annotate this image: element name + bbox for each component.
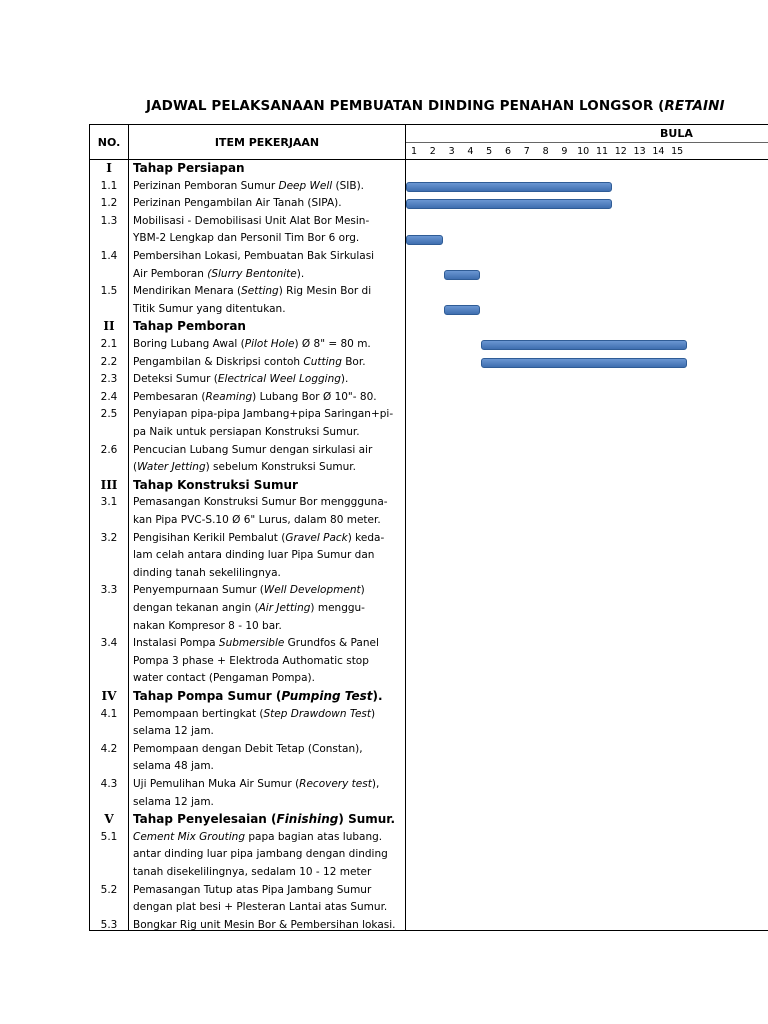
row-number: I [106,161,112,175]
row-number: 1.5 [100,285,118,298]
table-top-border [89,124,768,125]
task-row [90,283,406,318]
row-number: 5.1 [100,830,118,843]
task-row [90,178,406,196]
row-number: 2.4 [100,390,118,403]
row-number: 3.2 [100,531,118,544]
row-number: 3.3 [100,584,118,597]
header-no: NO. [97,136,121,149]
task-row [90,829,406,882]
page-title [146,98,725,114]
header-item: ITEM PEKERJAAN [214,136,320,149]
task-row [90,354,406,372]
stage-row [90,160,406,178]
row-description: Pemompaan bertingkat (Step Drawdown Test) selama 12 jam. [133,707,376,738]
gantt-bar [481,340,687,350]
gantt-bar [444,305,481,315]
day-number: 10 [577,146,590,157]
row-description: Boring Lubang Awal (Pilot Hole) Ø 8" = 80 m. [133,338,371,350]
day-number: 15 [671,146,684,157]
row-description: Pencucian Lubang Sumur dengan sirkulasi air (Water Jetting) sebelum Konstruksi Sumur. [133,443,373,474]
row-number: 4.1 [100,707,118,720]
row-description: Perizinan Pemboran Sumur Deep Well (SIB). [133,179,365,192]
gantt-bar [406,235,443,245]
row-number: 5.3 [100,918,118,931]
row-number: 1.4 [100,250,118,262]
day-number: 6 [504,146,512,157]
day-number: 2 [429,146,436,157]
day-number: 11 [595,146,609,157]
row-description: Tahap Penyelesaian (Finishing) Sumur. [133,812,396,827]
row-description: Uji Pemulihan Muka Air Sumur (Recovery test), selama 12 jam. [133,778,380,808]
day-number: 3 [448,146,455,157]
task-row [90,530,406,583]
task-row [90,494,406,529]
row-number: 2.5 [100,408,118,421]
row-number: 2.6 [100,443,118,456]
row-number: III [100,477,118,492]
day-number: 1 [410,146,418,157]
stage-row [90,811,406,829]
day-number: 9 [561,146,568,157]
day-number: 12 [614,146,627,157]
header-bulan: BULA [660,127,693,140]
row-description: Mendirikan Menara (Setting) Rig Mesin Bor di Titik Sumur yang ditentukan. [133,285,372,315]
row-description: Tahap Persiapan [133,161,245,175]
day-number: 5 [486,146,493,157]
task-row [90,706,406,741]
row-description: Pembersihan Lokasi, Pembuatan Bak Sirkulasi Air Pemboran (Slurry Bentonite). [133,250,375,280]
row-description: Mobilisasi - Demobilisasi Unit Alat Bor Mesin- YBM-2 Lengkap dan Personil Tim Bor 6 org. [133,214,370,245]
row-description: Pengambilan & Diskripsi contoh Cutting Bor. [133,355,366,368]
stage-row [90,688,406,706]
gantt-bar [406,199,612,209]
task-row [90,882,406,917]
row-number: 3.1 [100,496,118,509]
row-description: Pembesaran (Reaming) Lubang Bor Ø 10"- 80. [133,390,377,403]
task-row [90,917,406,935]
task-row [90,213,406,248]
row-description: Penyiapan pipa-pipa Jambang+pipa Saringan+pi- pa Naik untuk persiapan Konstruksi Sumur. [133,408,394,438]
task-row [90,195,406,213]
gantt-bar [444,270,481,280]
task-row [90,389,406,407]
task-row [90,406,406,441]
title-prefix: JADWAL PELAKSANAAN PEMBUATAN DINDING PENAHAN LONGSOR ( [146,98,665,114]
gantt-bar [406,182,612,192]
row-number: 1.2 [100,197,118,210]
row-number: 2.3 [100,373,118,386]
stage-row [90,477,406,495]
row-description: Pemasangan Tutup atas Pipa Jambang Sumur dengan plat besi + Plesteran Lantai atas Sumur. [133,883,388,914]
gantt-bar [481,358,687,368]
row-number: II [103,319,115,334]
row-number: 5.2 [100,883,118,896]
row-description: Tahap Pompa Sumur (Pumping Test). [133,689,383,703]
task-row [90,248,406,283]
task-row [90,582,406,635]
day-number: 4 [467,146,474,157]
row-number: IV [101,689,117,703]
row-description: Deteksi Sumur (Electrical Weel Logging). [133,373,349,386]
row-description: Pengisihan Kerikil Pembalut (Gravel Pack) keda- lam celah antara dinding luar Pipa Sumur dan dinding tanah sekelilingnya. [133,531,385,579]
task-row [90,336,406,354]
month-divider [406,142,768,143]
row-description: Cement Mix Grouting papa bagian atas lubang. antar dinding luar pipa jambang dengan dinding tanah disekelilingnya, sedalam 10 - 12 meter [133,830,388,878]
row-description: Perizinan Pengambilan Air Tanah (SIPA). [133,197,342,210]
row-number: 4.2 [100,742,118,755]
task-row [90,635,406,688]
row-description: Pemompaan dengan Debit Tetap (Constan), selama 48 jam. [133,742,363,773]
row-number: 2.2 [100,355,118,368]
row-number: 4.3 [100,778,118,790]
row-number: 3.4 [100,637,118,650]
row-description: Pemasangan Konstruksi Sumur Bor menggguna- kan Pipa PVC-S.10 Ø 6" Lurus, dalam 80 meter. [133,496,388,526]
day-number: 8 [542,146,549,157]
task-row [90,442,406,477]
day-number: 13 [633,146,646,157]
row-number: 2.1 [100,338,118,350]
row-number: 1.3 [100,214,118,227]
task-row [90,371,406,389]
row-description: Instalasi Pompa Submersible Grundfos & Panel Pompa 3 phase + Elektroda Authomatic stop water contact (Pengaman Pompa). [133,637,379,685]
stage-row [90,318,406,336]
task-row [90,776,406,811]
task-row [90,741,406,776]
row-description: Bongkar Rig unit Mesin Bor & Pembersihan lokasi. [133,918,396,931]
row-description: Penyempurnaan Sumur (Well Development) dengan tekanan angin (Air Jetting) menggu- nakan Kompresor 8 - 10 bar. [133,584,365,632]
day-number: 7 [523,146,530,157]
row-number: V [104,812,114,827]
row-description: Tahap Konstruksi Sumur [133,477,298,492]
title-italic: RETAINI [664,98,725,114]
day-number: 14 [652,146,665,157]
row-number: 1.1 [100,179,118,192]
row-description: Tahap Pemboran [133,319,246,334]
